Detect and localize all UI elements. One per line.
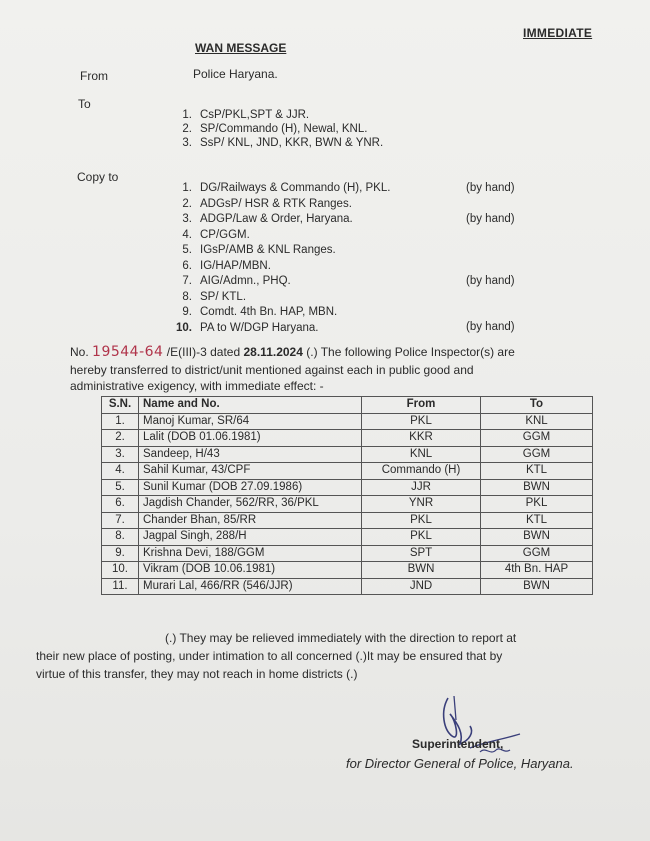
table-row: 3. Sandeep, H/43 KNL GGM <box>102 446 593 463</box>
order-line-1 <box>70 343 600 361</box>
copy-to-item: 9. Comdt. 4th Bn. HAP, MBN. <box>182 306 338 318</box>
to-list <box>170 109 383 151</box>
table-row: 5. Sunil Kumar (DOB 27.09.1986) JJR BWN <box>102 479 593 496</box>
table-row: 2. Lalit (DOB 01.06.1981) KKR GGM <box>102 430 593 447</box>
from-label: From <box>80 69 108 83</box>
handwritten-dispatch-number: 19544-64 <box>92 344 164 360</box>
copy-to-item: 1. DG/Railways & Commando (H), PKL. <box>182 182 391 194</box>
table-row: 4. Sahil Kumar, 43/CPF Commando (H) KTL <box>102 463 593 480</box>
order-ref: /E(III)-3 dated <box>166 345 241 359</box>
document-title: WAN MESSAGE <box>195 41 287 55</box>
copy-to-item: 6. IG/HAP/MBN. <box>182 259 271 272</box>
order-text-1: (.) The following Police Inspector(s) are <box>306 345 515 359</box>
table-row: 9. Krishna Devi, 188/GGM SPT GGM <box>102 545 593 562</box>
closing-line-3: virtue of this transfer, they may not reach in home districts (.) <box>36 667 358 681</box>
order-date: 28.11.2024 <box>243 345 303 359</box>
copy-to-item: 7. AIG/Admn., PHQ. <box>182 275 291 287</box>
to-label: To <box>78 97 91 111</box>
immediate-label: IMMEDIATE <box>523 26 593 40</box>
header-name: Name and No. <box>139 397 362 414</box>
table-row: 7. Chander Bhan, 85/RR PKL KTL <box>102 512 593 529</box>
copy-to-item: 8. SP/ KTL. <box>182 290 247 303</box>
by-hand-note-10: (by hand) <box>466 321 515 333</box>
to-item: 3. SsP/ KNL, JND, KKR, BWN & YNR. <box>182 137 384 149</box>
copy-to-item: 10. PA to W/DGP Haryana. <box>176 321 319 334</box>
copy-to-item: 2. ADGsP/ HSR & RTK Ranges. <box>182 197 352 210</box>
table-row: 11. Murari Lal, 466/RR (546/JJR) JND BWN <box>102 578 593 595</box>
copy-to-item: 3. ADGP/Law & Order, Haryana. <box>182 213 353 225</box>
table-row: 10. Vikram (DOB 10.06.1981) BWN 4th Bn. HAP <box>102 562 593 579</box>
to-item: 1. CsP/PKL,SPT & JJR. <box>182 109 310 121</box>
from-value: Police Haryana. <box>193 67 278 81</box>
by-hand-note-7: (by hand) <box>466 275 515 287</box>
table-row: 6. Jagdish Chander, 562/RR, 36/PKL YNR PKL <box>102 496 593 513</box>
order-line-2: hereby transferred to district/unit mentioned against each in public good and <box>70 363 474 377</box>
closing-line-2: their new place of posting, under intimation to all concerned (.)It may be ensured that by <box>36 649 503 663</box>
table-row: 8. Jagpal Singh, 288/H PKL BWN <box>102 529 593 546</box>
copy-to-item: 5. IGsP/AMB & KNL Ranges. <box>182 244 336 256</box>
order-no-label: No. <box>70 345 89 359</box>
copy-to-list <box>170 182 390 337</box>
header-to: To <box>481 397 593 414</box>
signatory-designation: Superintendent, <box>412 737 504 751</box>
closing-line-1: (.) They may be relieved immediately with the direction to report at <box>165 631 517 645</box>
by-hand-note-1: (by hand) <box>466 182 515 194</box>
table-row: 1. Manoj Kumar, SR/64 PKL KNL <box>102 413 593 430</box>
order-line-3: administrative exigency, with immediate effect: - <box>70 379 324 393</box>
header-from: From <box>362 397 481 414</box>
transfer-table <box>101 396 593 595</box>
signatory-for-line: for Director General of Police, Haryana. <box>346 756 574 771</box>
header-sn: S.N. <box>102 397 139 414</box>
by-hand-note-3: (by hand) <box>466 213 515 225</box>
copy-to-label: Copy to <box>77 170 119 184</box>
to-item: 2. SP/Commando (H), Newal, KNL. <box>182 123 368 135</box>
table-header-row <box>102 397 593 414</box>
copy-to-item: 4. CP/GGM. <box>182 228 250 241</box>
